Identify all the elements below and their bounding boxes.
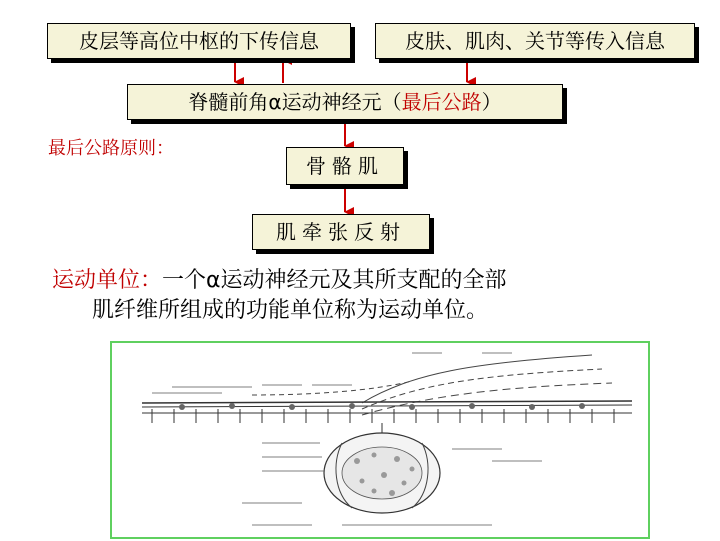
final-common-path-principle: 最后公路原则： [48,138,174,159]
final-common-path-label: 最后公路 [401,90,482,114]
motor-unit-illustration [110,341,650,539]
cortex-descending-label: 皮层等高位中枢的下传信息 [79,29,319,53]
motor-neuron-label-end: ） [481,90,502,114]
cortex-descending-box [47,23,351,59]
stretch-reflex-label: 肌牵张反射 [276,220,406,244]
motor-unit-drawing [112,343,648,537]
definition-line-1 [52,266,507,296]
afferent-input-label: 皮肤、肌肉、关节等传入信息 [405,29,665,53]
motor-unit-definition [52,266,507,326]
afferent-input-box [375,23,695,59]
motor-unit-term: 运动单位： [52,268,163,293]
definition-line-2: 肌纤维所组成的功能单位称为运动单位。 [92,298,489,323]
motor-neuron-label: 脊髓前角α运动神经元（ [188,90,402,114]
definition-line-1-text: 一个α运动神经元及其所支配的全部 [162,268,507,293]
stretch-reflex-box [252,214,430,250]
motor-neuron-box [127,84,563,120]
skeletal-muscle-label: 骨骼肌 [306,154,384,178]
skeletal-muscle-box [286,147,404,185]
